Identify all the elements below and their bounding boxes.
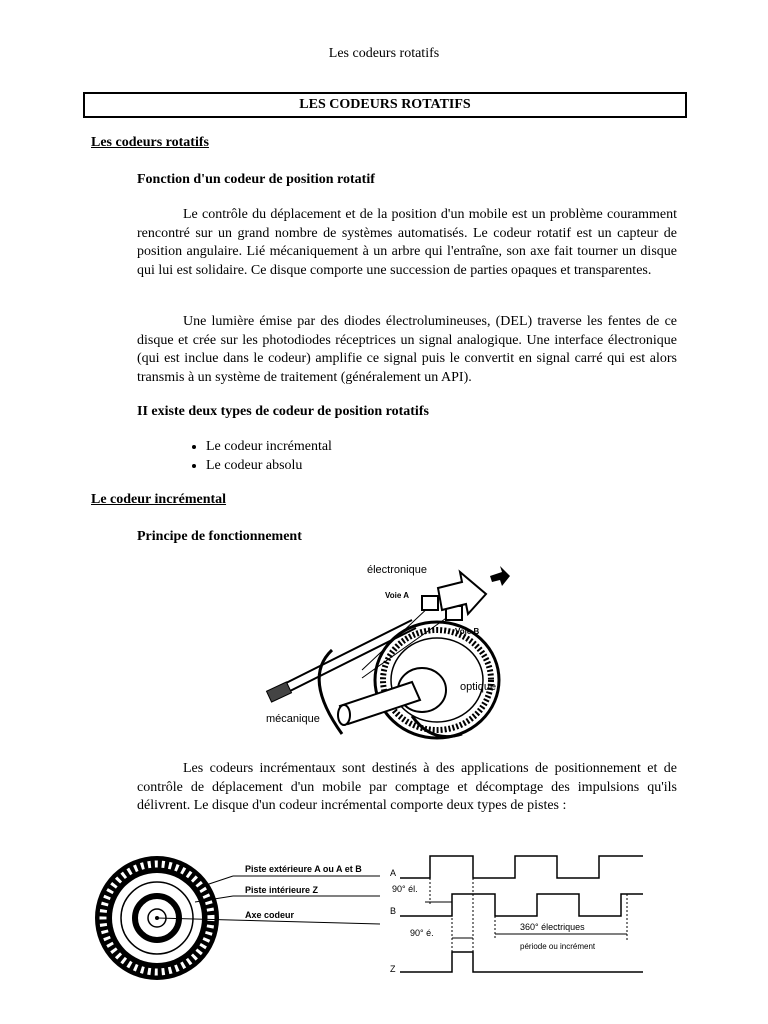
phase-label-2: 90° é. xyxy=(410,928,434,938)
label-voie-a: Voie A xyxy=(385,591,410,600)
encoder-principle-figure xyxy=(262,558,512,750)
subheading-principe: Principe de fonctionnement xyxy=(137,529,302,544)
period-label: 360° électriques xyxy=(520,922,585,932)
label-piste-ext: Piste extérieure A ou A et B xyxy=(245,864,362,874)
label-optique: optique xyxy=(460,681,497,693)
period-note: période ou incrément xyxy=(520,942,596,951)
signal-z-label: Z xyxy=(390,964,396,974)
running-header: Les codeurs rotatifs xyxy=(328,46,440,61)
signal-a-label: A xyxy=(390,868,397,878)
signal-b-waveform xyxy=(400,894,643,916)
label-axe: Axe codeur xyxy=(245,910,295,920)
paragraph-1 xyxy=(137,206,677,280)
section-heading-codeur-incremental: Le codeur incrémental xyxy=(91,492,227,507)
signal-b-label: B xyxy=(390,906,397,916)
label-voie-b: Voie B xyxy=(455,627,480,636)
paragraph-1-text: Le contrôle du déplacement et de la position d'un mobile est un problème couramment rencontré sur un grand nombre de systèmes automatisés. Le codeur rotatif est un capteur de position angulaire. Lié mécaniquement à un arbre qui l'entraîne, son axe fait tourner un disque qui lui est solidaire. Ce disque comporte une succession de parties opaques et transparentes. xyxy=(137,207,677,278)
types-list xyxy=(160,438,332,475)
paragraph-3 xyxy=(137,760,677,816)
signal-z-waveform xyxy=(400,952,643,972)
subheading-fonction: Fonction d'un codeur de position rotatif xyxy=(137,172,375,187)
label-piste-int: Piste intérieure Z xyxy=(245,885,319,895)
phase-label-1: 90° él. xyxy=(392,884,418,894)
title-box: LES CODEURS ROTATIFS xyxy=(83,92,687,118)
paragraph-3-text: Les codeurs incrémentaux sont destinés à des applications de positionnement et de contrôle de déplacement d'un mobile par comptage et décomptage des impulsions qu'ils délivrent. Le disque d'un codeur incrémental comporte deux types de pistes : xyxy=(137,761,677,814)
paragraph-2-text: Une lumière émise par des diodes électrolumineuses, (DEL) traverse les fentes de ce disque et crée sur les photodiodes réceptrices un signal analogique. Une interface électronique (qui est inclue dans le codeur) amplifie ce signal puis le convertit en signal carré qui est alors transmis à un système de traitement (généralement un API). xyxy=(137,314,677,385)
label-electronique: électronique xyxy=(367,564,427,576)
encoder-tracks-timing-figure xyxy=(95,848,655,988)
list-item: • Le codeur incrémental xyxy=(206,438,332,457)
signal-a-waveform xyxy=(400,856,643,878)
paragraph-2 xyxy=(137,313,677,387)
list-item: • Le codeur absolu xyxy=(206,457,332,476)
label-mecanique: mécanique xyxy=(266,713,320,725)
section-heading-codeurs-rotatifs: Les codeurs rotatifs xyxy=(91,135,209,150)
subheading-types: II existe deux types de codeur de position rotatifs xyxy=(137,404,429,419)
